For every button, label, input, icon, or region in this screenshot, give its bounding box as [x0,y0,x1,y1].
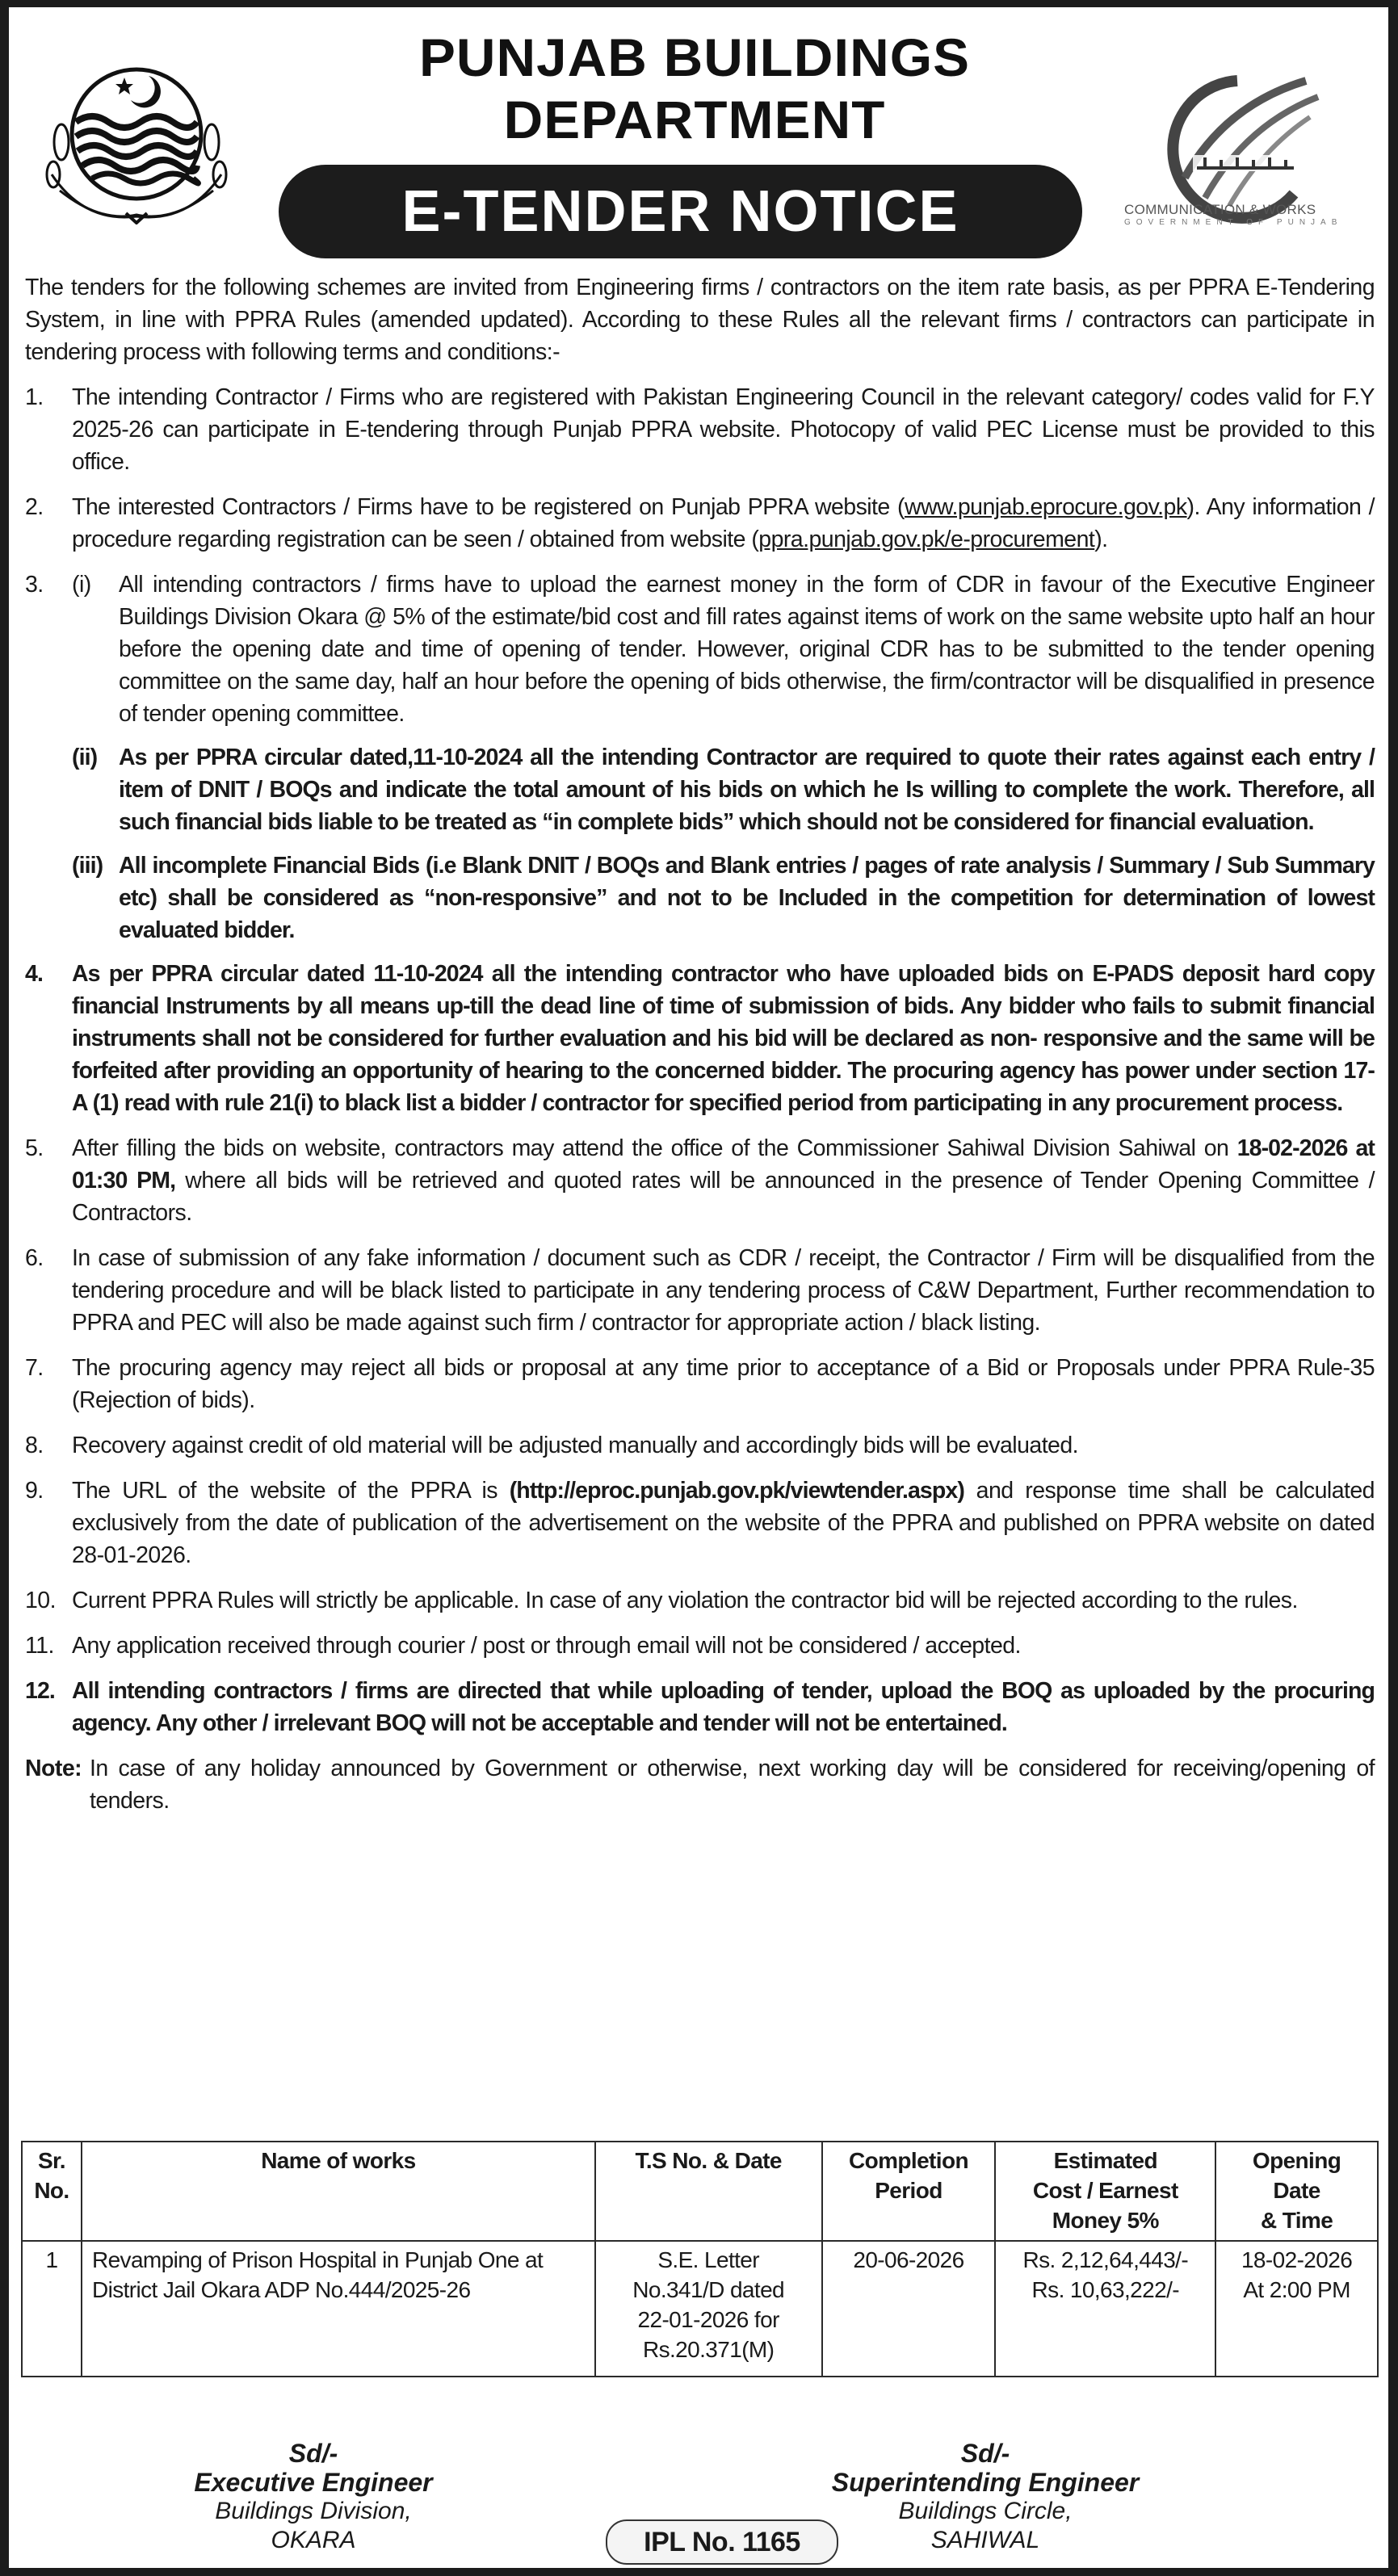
note [25,1752,1375,1817]
term-6 [25,1242,1375,1339]
header-opening-date-time [1215,2142,1378,2241]
header-name-of-works [82,2142,595,2241]
signature-executive-engineer [144,2439,483,2555]
cw-logo-line1: COMMUNICATION & WORKS [1124,202,1316,217]
term-number: 9. [25,1478,44,1504]
cw-logo-line2: GOVERNMENT OF PUNJAB [1124,218,1343,227]
term-text: Current PPRA Rules will strictly be applicable. In case of any violation the contractor bid will be rejected according to the rules. [72,1588,1298,1613]
term-text: As per PPRA circular dated 11-10-2024 all the intending contractor who have uploaded bids on E-PADS deposit hard copy financial Instruments by all means up-till the dead line of time of submission of bids. Any bidder who fails to submit financial instruments shall not be considered for further evaluation and his bid will be declared as non- responsive and the same will be forfeited after providing an opportunity of hearing to the concerned bidder. The procuring agency has power under section 17-A (1) read with rule 21(i) to black list a bidder / contractor for specified period from participating in any procurement process. [72,961,1375,1116]
term-number: 8. [25,1433,44,1458]
header-text: Completion [848,2148,968,2173]
header-text: Sr. [37,2148,65,2173]
sub-number: (iii) [72,853,103,879]
term-5 [25,1132,1375,1229]
signature-mark: Sd/- [960,2439,1010,2468]
notice-banner-label: E-TENDER NOTICE [401,179,959,244]
term-number: 6. [25,1245,44,1271]
sub-text: As per PPRA circular dated,11-10-2024 all the intending Contractor are required to quote their rates against each entry / item of DNIT / BOQs and indicate the total amount of his bids on which he Is willing to complete the work. Therefore, all such financial bids liable to be treated as “in complete bids” which should not be considered for financial evaluation. [119,745,1375,835]
ppra-procurement-link[interactable]: ppra.punjab.gov.pk/e-procurement [758,527,1095,552]
term-10 [25,1584,1375,1617]
header-text: T.S No. & Date [635,2148,782,2173]
term-number: 10. [25,1588,56,1613]
term-number: 2. [25,494,44,520]
term-text: Any application received through courier / post or through email will not be considered / accepted. [72,1633,1021,1659]
term-number: 3. [25,572,44,598]
sub-number: (i) [72,572,91,598]
signatory-city: OKARA [271,2527,356,2553]
term-7 [25,1352,1375,1416]
term-number: 4. [25,961,43,987]
header-estimated-cost [995,2142,1215,2241]
term-3-sub-i [72,568,1375,730]
cell-ts-no-date [595,2241,822,2377]
cell-text: Rs.20.371(M) [642,2337,775,2362]
header-text: Opening [1252,2148,1341,2173]
cell-text: Rs. 10,63,222/- [1031,2277,1179,2302]
cell-name-of-works [82,2241,595,2377]
cell-text: Revamping of Prison Hospital in Punjab One at [91,2247,544,2272]
cell-opening-date-time [1215,2241,1378,2377]
term-text: All intending contractors / firms are directed that while uploading of tender, upload the BOQ as uploaded by the procuring agency. Any other / irrelevant BOQ will not be acceptable and tender will not be entertained. [72,1678,1375,1736]
term-text: The intending Contractor / Firms who are registered with Pakistan Engineering Council in the relevant category/ codes valid for F.Y 2025-26 can participate in E-tendering through Punjab PPRA website. Photocopy of valid PEC License must be provided to this office. [72,384,1375,475]
term-text: ). Any information / procedure regarding registration can be seen / obtained from website ( [72,494,1375,552]
term-text: where all bids will be retrieved and quoted rates will be announced in the presence of Tender Opening Committee / Contractors. [72,1168,1375,1226]
header-completion-period [822,2142,996,2241]
signatory-title: Executive Engineer [194,2468,433,2497]
term-text: and response time shall be calculated exclusively from the date of publication of the advertisement on the website of the PPRA and published on PPRA website on dated 28-01-2026. [72,1478,1375,1568]
header-text: Period [875,2178,942,2203]
term-text: In case of submission of any fake information / document such as CDR / receipt, the Contractor / Firm will be disqualified from the tendering procedure and will be black listed to participate in any tendering process of C&W Department, Further recommendation to PPRA and PEC will also be made against such firm / contractor for appropriate action / black listing. [72,1245,1375,1336]
sub-text: All intending contractors / firms have to upload the earnest money in the form of CDR in favour of the Executive Engineer Buildings Division Okara @ 5% of the estimate/bid cost and fill rates against items of work on the same website upto half an hour before the opening date and time of opening of tender. However, original CDR has to be submitted to the tender opening committee on the same day, half an hour before the opening of bids otherwise, the firm/contractor will be disqualified in presence of tender opening committee. [119,572,1375,727]
term-9 [25,1475,1375,1571]
header-text: Date [1273,2178,1320,2203]
term-number: 12. [25,1678,55,1704]
punjab-government-emblem-icon [36,53,237,224]
signatory-office: Buildings Division, [215,2498,412,2524]
term-3 [25,568,1375,946]
header-sr-no [22,2142,82,2241]
department-title-line2: DEPARTMENT [503,90,886,149]
term-number: 11. [25,1633,54,1659]
signatory-city: SAHIWAL [930,2527,1040,2553]
cell-text: S.E. Letter [657,2247,760,2272]
cell-text: Rs. 2,12,64,443/- [1022,2247,1189,2272]
note-label: Note: [25,1756,82,1781]
cell-sr: 1 [22,2241,82,2377]
term-12 [25,1675,1375,1739]
header-text: Name of works [261,2148,416,2173]
term-1 [25,381,1375,478]
cell-text: At 2:00 PM [1243,2277,1350,2302]
eprocure-link[interactable]: www.punjab.eprocure.gov.pk [904,494,1187,520]
term-3-sub-ii [72,741,1375,838]
table-row [22,2241,1378,2377]
table-header-row [22,2142,1378,2241]
sub-text: All incomplete Financial Bids (i.e Blank DNIT / BOQs and Blank entries / pages of rate analysis / Summary / Sub Summary etc) shall be considered as “non-responsive” and not to be Included in the competition for determination of lowest evaluated bidder. [119,853,1375,943]
notice-body [25,271,1375,1817]
opening-datetime: 18-02-2026 at 01:30 PM, [72,1135,1375,1194]
department-title-line1: PUNJAB BUILDINGS [418,27,971,87]
signature-superintending-engineer [808,2439,1163,2555]
term-3-sub-iii [72,850,1375,946]
term-text: ). [1094,527,1108,552]
header-text: Estimated [1053,2148,1157,2173]
ipl-number-badge: IPL No. 1165 [606,2519,838,2565]
cell-text: No.341/D dated [632,2277,785,2302]
term-8 [25,1429,1375,1462]
term-text: The interested Contractors / Firms have to be registered on Punjab PPRA website ( [72,494,905,520]
term-4 [25,958,1375,1119]
cell-estimated-cost [995,2241,1215,2377]
term-text: The URL of the website of the PPRA is [72,1478,510,1504]
intro-paragraph: The tenders for the following schemes are invited from Engineering firms / contractors on the item rate basis, as per PPRA E-Tendering System, in line with PPRA Rules (amended updated). According to these Rules all the relevant firms / contractors can participate in tendering process with following terms and conditions:- [25,275,1375,365]
cell-completion-period: 20-06-2026 [822,2241,996,2377]
ppra-url-link[interactable]: (http://eproc.punjab.gov.pk/viewtender.aspx) [509,1478,964,1504]
term-text: The procuring agency may reject all bids or proposal at any time prior to acceptance of a Bid or Proposals under PPRA Rule-35 (Rejection of bids). [72,1355,1375,1413]
header-text: No. [34,2178,69,2203]
term-text: Recovery against credit of old material will be adjusted manually and accordingly bids will be evaluated. [72,1433,1079,1458]
note-text: In case of any holiday announced by Government or otherwise, next working day will be considered for receiving/opening of tenders. [90,1756,1375,1814]
header-text: & Time [1260,2208,1333,2233]
term-number: 7. [25,1355,44,1381]
sub-number: (ii) [72,745,98,770]
cell-text: 18-02-2026 [1241,2247,1353,2272]
cell-text: 22-01-2026 for [637,2307,779,2332]
works-table [21,2141,1379,2377]
term-2 [25,491,1375,556]
signatory-office: Buildings Circle, [898,2498,1073,2524]
signatory-title: Superintending Engineer [831,2468,1140,2497]
header-text: Cost / Earnest [1032,2178,1178,2203]
notice-banner [279,165,1082,258]
header-ts-no-date [595,2142,822,2241]
cell-text: District Jail Okara ADP No.444/2025-26 [91,2277,471,2302]
header-text: Money 5% [1052,2208,1159,2233]
signature-mark: Sd/- [288,2439,338,2468]
term-number: 5. [25,1135,44,1161]
term-text: After filling the bids on website, contractors may attend the office of the Commissioner Sahiwal Division Sahiwal on [72,1135,1237,1161]
term-11 [25,1630,1375,1662]
term-number: 1. [25,384,44,410]
